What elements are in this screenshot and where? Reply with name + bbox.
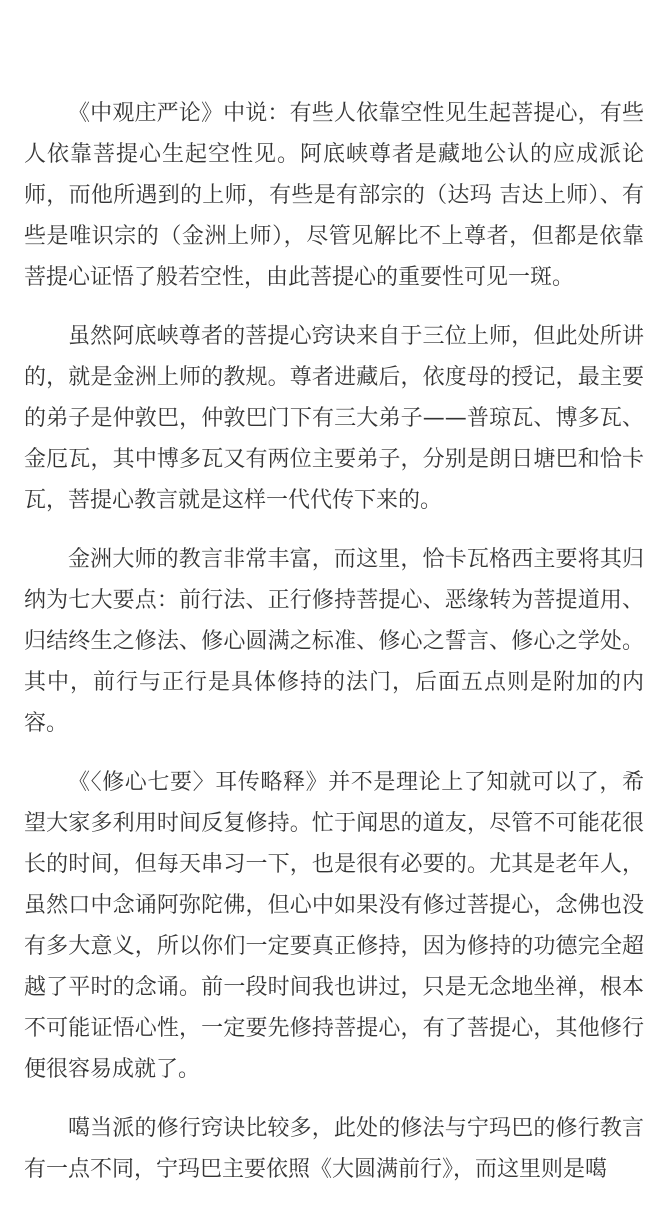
paragraph: 虽然阿底峡尊者的菩提心窍诀来自于三位上师，但此处所讲的，就是金洲上师的教规。尊者进藏后，依度母的授记，最主要的弟子是仲敦巴，仲敦巴门下有三大弟子——普琼瓦、博多瓦、金厄瓦，其中博多瓦又有两位主要弟子，分别是朗日塘巴和恰卡瓦，菩提心教言就是这样一代代传下来的。 [24, 324, 644, 513]
paragraph: 《中观庄严论》中说：有些人依靠空性见生起菩提心，有些人依靠菩提心生起空性见。阿底峡尊者是藏地公认的应成派论师，而他所遇到的上师，有些是有部宗的（达玛 吉达上师）、有些是唯识宗的（金洲上师），尽管见解比不上尊者，但都是依靠菩提心证悟了般若空性，由此菩提心的重要性可见一斑。 [24, 101, 644, 290]
paragraph: 噶当派的修行窍诀比较多，此处的修法与宁玛巴的修行教言有一点不同，宁玛巴主要依照《大圆满前行》，而这里则是噶 [24, 1116, 644, 1182]
article-body [24, 93, 644, 1190]
paragraph: 《〈修心七要〉耳传略释》并不是理论上了知就可以了，希望大家多利用时间反复修持。忙于闻思的道友，尽管不可能花很长的时间，但每天串习一下，也是很有必要的。尤其是老年人，虽然口中念诵阿弥陀佛，但心中如果没有修过菩提心，念佛也没有多大意义，所以你们一定要真正修持，因为修持的功德完全超越了平时的念诵。前一段时间我也讲过，只是无念地坐禅，根本不可能证悟心性，一定要先修持菩提心，有了菩提心，其他修行便很容易成就了。 [24, 770, 644, 1082]
paragraph: 金洲大师的教言非常丰富，而这里，恰卡瓦格西主要将其归纳为七大要点：前行法、正行修持菩提心、恶缘转为菩提道用、归结终生之修法、修心圆满之标准、修心之誓言、修心之学处。其中，前行与正行是具体修持的法门，后面五点则是附加的内容。 [24, 547, 644, 736]
